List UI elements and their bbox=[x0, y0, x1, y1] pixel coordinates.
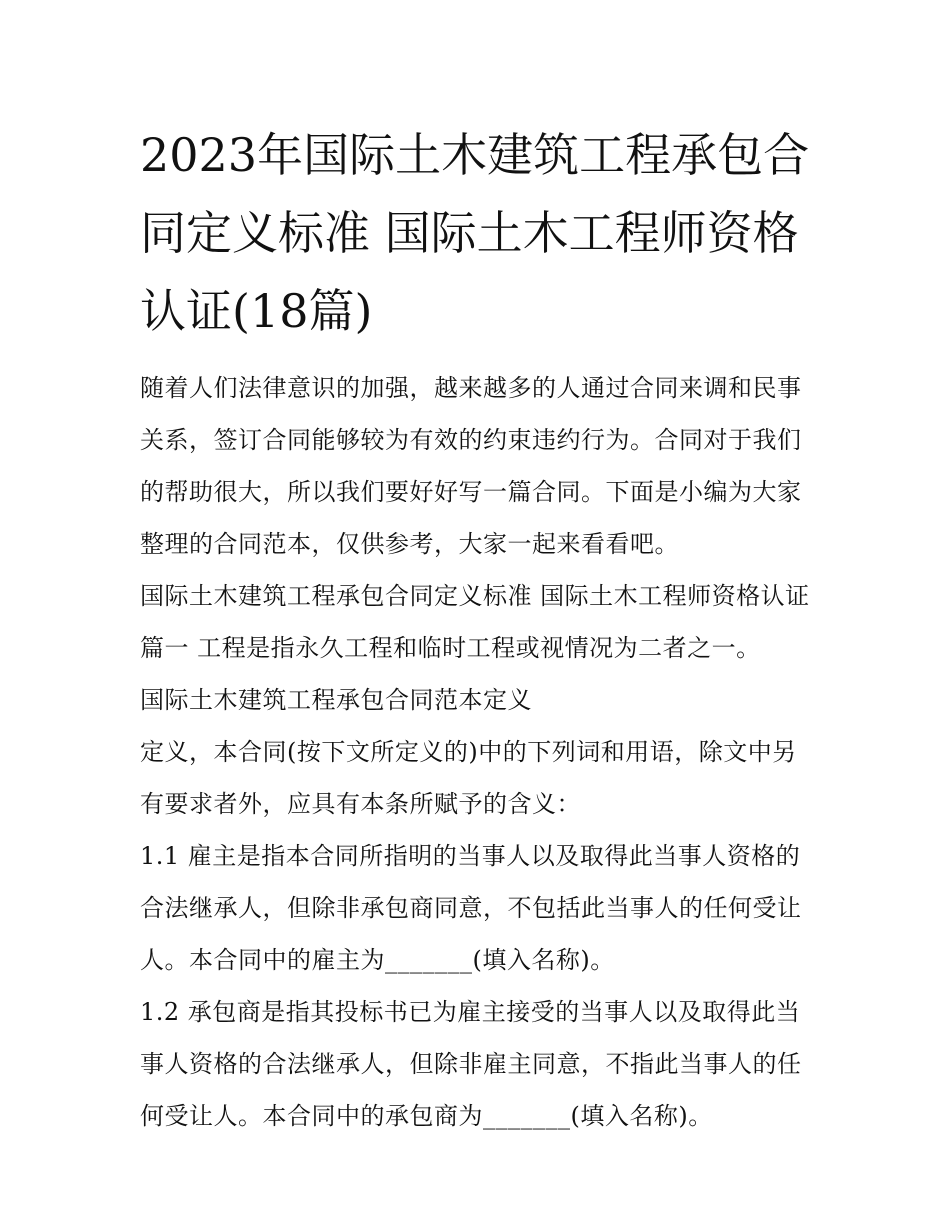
document-body bbox=[140, 362, 815, 1142]
definition-paragraph: 定义，本合同(按下文所定义的)中的下列词和用语，除文中另有要求者外，应具有本条所赋予的含义： bbox=[140, 738, 797, 818]
clause-1-2-paragraph: 1.2 承包商是指其投标书已为雇主接受的当事人以及取得此当事人资格的合法继承人，但除非雇主同意，不指此当事人的任何受让人。本合同中的承包商为_______(填入名称)。 bbox=[140, 998, 802, 1130]
document-page bbox=[140, 116, 815, 1142]
document-title: 2023年国际土木建筑工程承包合同定义标准 国际土木工程师资格认证(18篇) bbox=[140, 128, 810, 338]
section-one-paragraph: 国际土木建筑工程承包合同定义标准 国际土木工程师资格认证篇一 工程是指永久工程和临时工程或视情况为二者之一。 bbox=[140, 582, 810, 662]
clause-1-1-paragraph: 1.1 雇主是指本合同所指明的当事人以及取得此当事人资格的合法继承人，但除非承包商同意，不包括此当事人的任何受让人。本合同中的雇主为_______(填入名称)。 bbox=[140, 842, 802, 974]
section-heading: 国际土木建筑工程承包合同范本定义 bbox=[140, 686, 532, 714]
intro-paragraph: 随着人们法律意识的加强，越来越多的人通过合同来调和民事关系，签订合同能够较为有效的约束违约行为。合同对于我们的帮助很大，所以我们要好好写一篇合同。下面是小编为大家整理的合同范本，仅供参考，大家一起来看看吧。 bbox=[140, 374, 802, 558]
